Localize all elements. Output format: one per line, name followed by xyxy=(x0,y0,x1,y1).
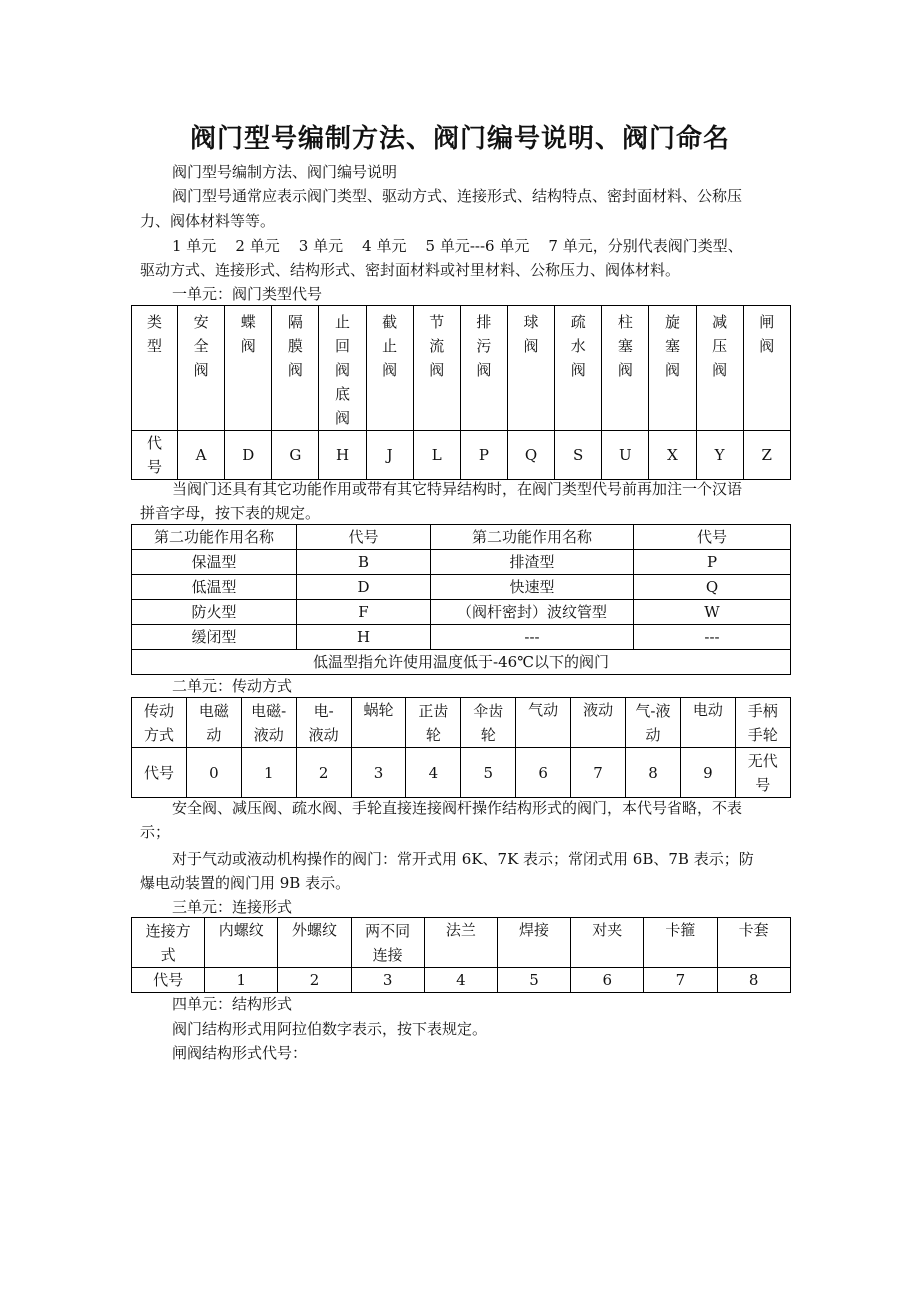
intro-line-3: 1 单元 2 单元 3 单元 4 单元 5 单元---6 单元 7 单元，分别代表阀门类型、 xyxy=(172,237,743,255)
code-cell: 1 xyxy=(205,968,278,993)
code-cell: J xyxy=(366,431,413,480)
type-cell: 柱塞阀 xyxy=(617,313,633,379)
type-cell: 球阀 xyxy=(523,313,539,355)
table-cell: D xyxy=(297,575,431,600)
table-cell: W xyxy=(634,600,791,625)
mode-cell: 正齿轮 xyxy=(418,701,449,744)
second-function-table xyxy=(131,524,791,675)
table-cell: 排渣型 xyxy=(431,550,634,575)
header-label-cell: 连接方式 xyxy=(132,918,205,968)
form-cell: 内螺纹 xyxy=(205,918,278,968)
code-cell: 4 xyxy=(424,968,497,993)
code-cell: Y xyxy=(696,431,743,480)
table-cell: 缓闭型 xyxy=(132,625,297,650)
mode-cell: 蜗轮 xyxy=(363,701,394,719)
header-cell: 代号 xyxy=(634,525,791,550)
code-label-cell: 代号 xyxy=(132,968,205,993)
type-cell: 蝶阀 xyxy=(240,313,256,355)
intro-line-4: 驱动方式、连接形式、结构形式、密封面材料或衬里材料、公称压力、阀体材料。 xyxy=(140,261,681,279)
header-label-cell: 传动方式 xyxy=(132,698,187,748)
code-cell: 2 xyxy=(296,748,351,798)
table-cell: （阀杆密封）波纹管型 xyxy=(431,600,634,625)
type-cell: 安全阀 xyxy=(193,313,209,379)
mode-cell: 气动 xyxy=(528,701,559,719)
form-cell: 焊接 xyxy=(497,918,570,968)
code-label-cell: 代号 xyxy=(132,748,187,798)
code-cell: A xyxy=(178,431,225,480)
code-cell: D xyxy=(225,431,272,480)
table-footnote: 低温型指允许使用温度低于-46℃以下的阀门 xyxy=(132,650,791,675)
code-cell: L xyxy=(413,431,460,480)
code-cell: 7 xyxy=(571,748,626,798)
code-cell: Q xyxy=(507,431,554,480)
mode-cell: 电磁动 xyxy=(198,701,229,744)
code-cell: 5 xyxy=(497,968,570,993)
type-cell: 止回阀底阀 xyxy=(334,313,350,427)
unit4-line-1: 阀门结构形式用阿拉伯数字表示，按下表规定。 xyxy=(172,1020,488,1038)
form-cell: 外螺纹 xyxy=(278,918,351,968)
mode-cell: 电磁-液动 xyxy=(251,701,287,744)
type-cell: 隔膜阀 xyxy=(287,313,303,379)
mode-cell: 液动 xyxy=(583,701,614,719)
code-cell: 8 xyxy=(626,748,681,798)
code-cell: 3 xyxy=(351,748,406,798)
unit2-note-4: 爆电动装置的阀门用 9B 表示。 xyxy=(140,874,351,892)
table-cell: B xyxy=(297,550,431,575)
code-cell: G xyxy=(272,431,319,480)
table-cell: 低温型 xyxy=(132,575,297,600)
type-label-cell: 类型 xyxy=(132,306,178,431)
code-cell: 无代号 xyxy=(747,751,778,794)
intro-line-2: 力、阀体材料等等。 xyxy=(140,212,276,230)
code-cell: 1 xyxy=(241,748,296,798)
code-cell: U xyxy=(602,431,649,480)
mode-cell: 电动 xyxy=(692,701,723,719)
form-cell: 卡套 xyxy=(717,918,790,968)
code-cell: 6 xyxy=(516,748,571,798)
header-cell: 代号 xyxy=(297,525,431,550)
table-cell: Q xyxy=(634,575,791,600)
intro-line-1: 阀门型号通常应表示阀门类型、驱动方式、连接形式、结构特点、密封面材料、公称压 xyxy=(172,187,743,205)
mode-cell: 电-液动 xyxy=(308,701,339,744)
code-cell: 0 xyxy=(186,748,241,798)
form-cell: 两不同连接 xyxy=(365,921,411,964)
unit1-note-2: 拼音字母，按下表的规定。 xyxy=(140,504,321,522)
type-cell: 闸阀 xyxy=(759,313,775,355)
code-cell: H xyxy=(319,431,366,480)
table-cell: F xyxy=(297,600,431,625)
form-cell: 对夹 xyxy=(571,918,644,968)
table-cell: --- xyxy=(431,625,634,650)
unit2-note-1: 安全阀、减压阀、疏水阀、手轮直接连接阀杆操作结构形式的阀门，本代号省略，不表 xyxy=(172,799,743,817)
code-cell: 6 xyxy=(571,968,644,993)
form-cell: 卡箍 xyxy=(644,918,717,968)
table-cell: P xyxy=(634,550,791,575)
code-cell: 3 xyxy=(351,968,424,993)
type-cell: 减压阀 xyxy=(712,313,728,379)
table-cell: 防火型 xyxy=(132,600,297,625)
type-cell: 节流阀 xyxy=(429,313,445,379)
mode-cell: 伞齿轮 xyxy=(473,701,504,744)
table-cell: --- xyxy=(634,625,791,650)
mode-cell: 手柄手轮 xyxy=(747,701,778,744)
table-cell: 快速型 xyxy=(431,575,634,600)
type-cell: 旋塞阀 xyxy=(664,313,680,379)
valve-type-table xyxy=(131,305,791,480)
header-cell: 第二功能作用名称 xyxy=(431,525,634,550)
connection-table xyxy=(131,917,791,993)
unit2-note-3: 对于气动或液动机构操作的阀门：常开式用 6K、7K 表示；常闭式用 6B、7B 表示；防 xyxy=(172,850,754,868)
type-cell: 截止阀 xyxy=(382,313,398,379)
unit2-heading: 二单元：传动方式 xyxy=(172,677,293,695)
form-cell: 法兰 xyxy=(424,918,497,968)
code-cell: P xyxy=(460,431,507,480)
unit1-note-1: 当阀门还具有其它功能作用或带有其它特异结构时，在阀门类型代号前再加注一个汉语 xyxy=(172,480,743,498)
code-cell: 7 xyxy=(644,968,717,993)
code-cell: Z xyxy=(743,431,790,480)
type-cell: 排污阀 xyxy=(476,313,492,379)
unit3-heading: 三单元：连接形式 xyxy=(172,898,293,916)
unit4-line-2: 闸阀结构形式代号： xyxy=(172,1044,308,1062)
type-cell: 疏水阀 xyxy=(570,313,586,379)
table-cell: 保温型 xyxy=(132,550,297,575)
document-title: 阀门型号编制方法、阀门编号说明、阀门命名 xyxy=(189,124,730,154)
code-cell: 9 xyxy=(680,748,735,798)
header-cell: 第二功能作用名称 xyxy=(132,525,297,550)
intro-subtitle: 阀门型号编制方法、阀门编号说明 xyxy=(172,163,398,181)
code-label-cell: 代号 xyxy=(132,431,178,480)
code-cell: 4 xyxy=(406,748,461,798)
code-cell: X xyxy=(649,431,696,480)
transmission-table xyxy=(131,697,791,798)
table-cell: H xyxy=(297,625,431,650)
unit1-heading: 一单元：阀门类型代号 xyxy=(172,285,323,303)
unit4-heading: 四单元：结构形式 xyxy=(172,995,293,1013)
code-cell: S xyxy=(555,431,602,480)
code-cell: 8 xyxy=(717,968,790,993)
code-cell: 5 xyxy=(461,748,516,798)
unit2-note-2: 示； xyxy=(140,823,171,841)
code-cell: 2 xyxy=(278,968,351,993)
mode-cell: 气-液动 xyxy=(635,701,671,744)
